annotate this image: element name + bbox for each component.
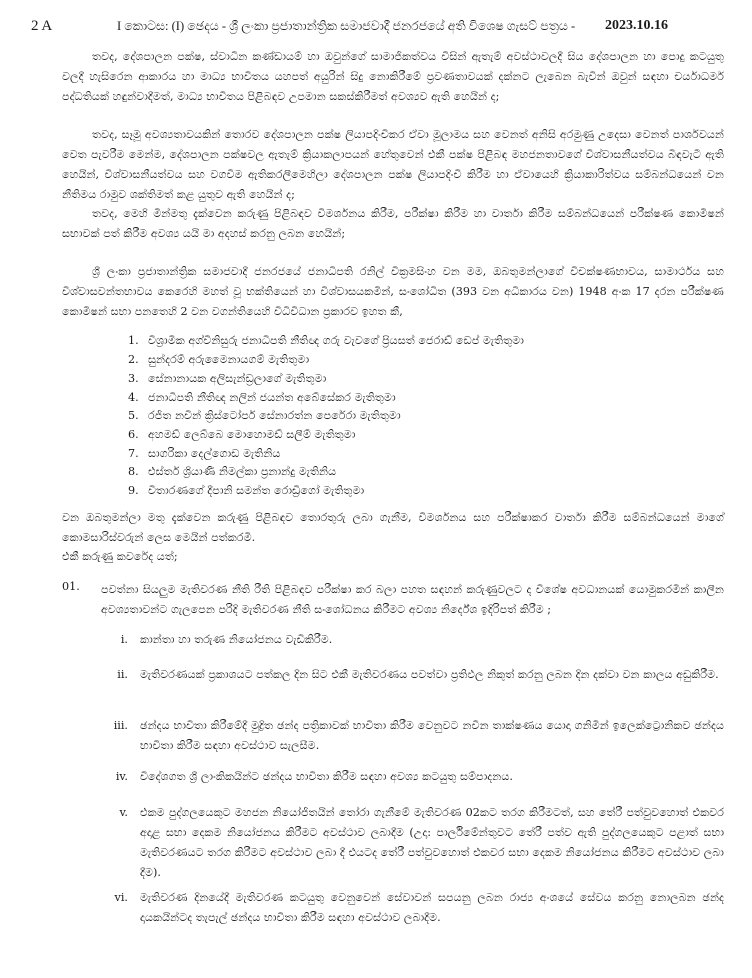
paragraph-4: ශ්‍රී ලංකා ප්‍රජාතාන්ත්‍රික සමාජවාදී ජනරජයේ ජනාධිපති රනිල් වික්‍රමසිංහ වන මම, ඔබතුමන්ලාගේ විචක්ෂණභාවය, සාමාර්ථය සහ විශ්වාසවන්තභාවය කෙරෙහි මහත් වූ භක්තියෙන් හා විශ්වාසයකමින්, සංශෝධිත (393 වන අධිකාරය වන) 1948 අංක 17 දරන පරීක්ෂණ කොමිෂන් සභා පනතෙහි 2 වන වගන්තියෙහි විධිවිධාන ප්‍රකාරව ඉහත කී, <box>62 265 724 318</box>
sub-item-text: ඡන්දය භාවිතා කිරීමේදී මුද්‍රිත ඡන්ද පත්‍රිකාවක් භාවිතා කිරීම වෙනුවට නවීන තාක්ෂණය යොදා ගනිමින් ඉලෙක්ට්‍රොනිකව ඡන්දය භාවිතා කිරීම සඳහා අවස්ථාව සැලසීම. <box>140 719 724 752</box>
sub-item-text: මැතිවරණයක් ප්‍රකාශයට පත්කල දින සිට එකී මැතිවරණය පවත්වා ප්‍රතිඵල නිකුත් කරනු ලබන දින දක්වා වන කාලය අඩුකිරීම. <box>140 668 719 681</box>
gazette-date: 2023.10.16 <box>605 18 668 33</box>
gazette-title: I කොටස: (I) ඡෙදය - ශ්‍රී ලංකා ප්‍රජාතාන්ත්‍රික සමාජවාදී ජනරජයේ අති විශෙෂ ගැසට් පත්‍රය - <box>117 19 576 33</box>
paragraph-3: තවද, මෙහි මින්මතු දැක්වෙන කරුණු පිළිබඳව විමර්ශනය කිරීම, පරීක්ෂා කිරීම හා වාර්තා කිරීම සම්බන්ධයෙන් පරීක්ෂණ කොමිෂන් සභාවක් පත් කිරීම අවශ්‍ය යයි මා අදහස් කරනු ලබන හෙයින්; <box>62 207 724 240</box>
appointment-paragraph: වන ඔබතුමන්ලා මතු දැක්වෙන කරුණු පිළිබඳව තොරතුරු ලබා ගැනීම, විමර්ශනය සහ පරීක්ෂාකර වාර්තා කිරීම සම්බන්ධයෙන් මාගේ කොමසාරිස්වරුන් ලෙස මෙයින් පත්කරමි. <box>62 511 724 544</box>
sub-item-number: ii. <box>117 668 128 681</box>
paragraph-2: තවද, සෑමූ අවශ්‍යතාවයකින් තොරව දේශපාලන පක්ෂ ලියාපදිංචිකර ඒවා මූලාමය සහ වෙනත් අනිසි අරමුණු උදෙසා වෙනත් පාර්ශවයන් වෙත පැවරීම මෙන්ම, දේශපාලන පක්ෂවල ඇතැම් ක්‍රියාකලාපයන් හේතුවෙන් එකී පක්ෂ පිළිබඳ මහජනතාවගේ විශ්වාසනීයත්වය බිඳවැටී ඇති හෙයින්, විශ්වාසනීයත්වය සහ වගවීම ඇතිකරලීමෙහිලා දේශපාලන පක්ෂ ලියාපදිංචි කිරීම හා ඒවායෙහි ක්‍රියාකාරිත්වය සම්බන්ධයෙන් වන නීතිමය රාමුව ශක්තිමත් කළ යුතුව ඇති හෙයින් ද; <box>62 128 724 201</box>
list-item: 4. ජනාධිපති නීතිඥ නලින් ජයන්ත අබේසේකර මැතිතුමා <box>128 391 396 404</box>
subject-heading: එකී කරුණු කවරේද යත්; <box>62 550 178 563</box>
sub-item-text: එකම පුද්ගලයෙකුට මහජන නියෝජිතයින් තෝරා ගැනීමේ මැතිවරණ 02කට තරග කිරීමටත්, සහ තේරී පත්වුවහොත් එකවර අදාළ සභා දෙකම නියෝජනය කිරීමට අවස්ථාව ලබාදීම (උදා: පාර්ලිමේන්තුවට තේරී පත්ව ඇති පුද්ගලයෙකුට පළාත් සභා මැතිවරණයට තරග කිරීමට අවස්ථාව ලබා දී එයටද තේරී පත්වුවහොත් එකවර සභා දෙකම නියෝජනය කිරීමට අවස්ථාව ලබා දීම). <box>140 806 724 879</box>
sub-item-text: විදේශගත ශ්‍රී ලාංකිකයින්ට ඡන්දය භාවිතා කිරීම සඳහා අවශ්‍ය කටයුතු සම්පාදනය. <box>140 770 513 783</box>
sub-item-number: i. <box>120 633 128 646</box>
page-number: 2 A <box>31 18 53 34</box>
page-header <box>0 18 752 40</box>
sub-item-number: v. <box>119 806 128 819</box>
item-text: පවත්නා සියලුම මැතිවරණ නීති රීති පිළිබඳව පරීක්ෂා කර බලා පහත සඳහන් කරුණුවලට ද විශේෂ අවධානයක් යොමුකරමින් කාලීන අවශ්‍යතාවන්ට ගැලපෙන පරිදි මැතිවරණ නීති සංශෝධනය කිරීමට අවශ්‍ය නිර්දේශ ඉදිරිපත් කිරීම ; <box>101 583 724 616</box>
list-item: 5. රජිත නවින් ක්‍රිස්ටෝපර් සේනාරත්න පෙරේරා මැතිතුමා <box>128 409 401 422</box>
list-item: 8. එස්තර් ශ්‍රියාණි නිමල්කා ප්‍රනාන්දු මැතිනිය <box>128 465 337 478</box>
list-item: 6. අහමඩ් ලෙබ්බෙ මොහොමඩ් සලීම් මැතිතුමා <box>128 428 356 441</box>
list-item: 9. විතාරණගේ දීපානි සමන්ත රොඩ්‍රිගෝ මැතිතුමා <box>128 484 365 497</box>
list-item: 2. සුන්දරම් අරුමෛනායගම් මැතිතුමා <box>128 353 310 366</box>
paragraph-1: තවද, දේශපාලන පක්ෂ, ස්වාධීන කණ්ඩායම් හා ඔවුන්ගේ සාමාජිකත්වය විසින් ඇතැම් අවස්ථාවලදී සිය දේශපාලන හා පොදු කටයුතු වලදී හැසිරෙන ආකාරය හා මාධ්‍ය භාවිතය යහපත් අයුරින් සිදු නොකිරීමේ ප්‍රවණතාවයක් දක්නට ලැබෙන බැවින් ඔවුන් සඳහා චර්යාධර්ම පද්ධතියක් හඳුන්වාදීමත්, මාධ්‍ය භාවිතය පිළිබඳව උපමාන සකස්කිරීමත් අවශ්‍යව ඇති හෙයින් ද; <box>62 50 724 103</box>
sub-item-number: vi. <box>114 891 128 904</box>
sub-item-text: කාන්තා හා තරුණ නියෝජනය වැඩිකිරීම. <box>140 633 333 646</box>
list-item: 7. සාගරිකා දෙල්ගොඩ මැතිනිය <box>128 447 281 460</box>
sub-item-number: iv. <box>115 770 128 783</box>
sub-item-number: iii. <box>113 719 128 732</box>
sub-item-text: මැතිවරණ දිනයේදී මැතිවරණ කටයුතු වෙනුවෙන් සේවාවන් සපයනු ලබන රාජ්‍ය අංශයේ සේවය කරනු නොලබන ඡන්ද දායකයින්ටද තැපැල් ඡන්දය භාවිතා කිරීම සඳහා අවස්ථාව ලබාදීම. <box>140 891 724 924</box>
list-item: 3. සේනානායක අලිසැන්ඩ්‍රලාගේ මැතිතුමා <box>128 372 327 385</box>
list-item: 1. විශ්‍රාමික අග්විනිසුරු ජනාධිපති නීතිඥ ගරු වැවගේ ප්‍රියසත් ජෙරාඩ් ඩෙප් මැතිතුමා <box>128 334 524 347</box>
item-number: 01. <box>62 580 80 593</box>
